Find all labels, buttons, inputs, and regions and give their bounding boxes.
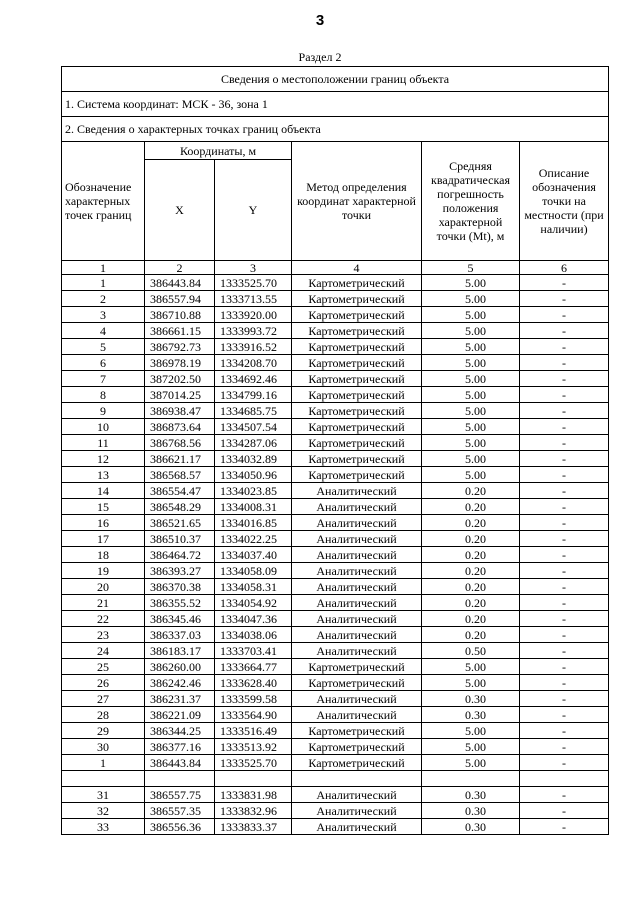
coord-y-cell: 1334037.40 (215, 547, 292, 563)
description-cell: - (520, 579, 609, 595)
coord-x-cell: 386557.75 (145, 787, 215, 803)
description-cell: - (520, 547, 609, 563)
coord-x-cell: 386377.16 (145, 739, 215, 755)
coord-x-cell: 387202.50 (145, 371, 215, 387)
point-number-cell: 1 (62, 755, 145, 771)
point-number-cell: 18 (62, 547, 145, 563)
description-cell: - (520, 467, 609, 483)
description-cell: - (520, 291, 609, 307)
method-cell: Картометрический (292, 739, 422, 755)
method-cell: Аналитический (292, 547, 422, 563)
table-row (62, 291, 609, 307)
method-cell: Картометрический (292, 675, 422, 691)
coord-y-cell: 1333831.98 (215, 787, 292, 803)
coord-x-cell: 386464.72 (145, 547, 215, 563)
table-row (62, 627, 609, 643)
method-cell: Картометрический (292, 307, 422, 323)
coord-x-cell: 386345.46 (145, 611, 215, 627)
mean-error-cell: 5.00 (422, 403, 520, 419)
description-cell: - (520, 451, 609, 467)
point-number-cell: 22 (62, 611, 145, 627)
description-cell: - (520, 323, 609, 339)
header-description: Описание обозначения точки на местности (при наличии) (520, 142, 609, 261)
mean-error-cell: 0.20 (422, 563, 520, 579)
method-cell: Аналитический (292, 563, 422, 579)
method-cell: Картометрический (292, 339, 422, 355)
point-number-cell: 9 (62, 403, 145, 419)
table-row (62, 771, 609, 787)
description-cell: - (520, 483, 609, 499)
description-cell: - (520, 611, 609, 627)
point-number-cell: 20 (62, 579, 145, 595)
description-cell: - (520, 707, 609, 723)
table-row (62, 819, 609, 835)
column-numbers-row (62, 261, 609, 275)
coord-y-cell: 1334050.96 (215, 467, 292, 483)
mean-error-cell: 0.30 (422, 707, 520, 723)
method-cell: Аналитический (292, 499, 422, 515)
coord-y-cell: 1334058.31 (215, 579, 292, 595)
table-row (62, 355, 609, 371)
coord-y-cell: 1333833.37 (215, 819, 292, 835)
method-cell: Аналитический (292, 531, 422, 547)
table-row (62, 595, 609, 611)
coord-system-row: 1. Система координат: МСК - 36, зона 1 (62, 92, 609, 117)
mean-error-cell: 5.00 (422, 307, 520, 323)
method-cell: Аналитический (292, 483, 422, 499)
coord-x-cell: 386568.57 (145, 467, 215, 483)
table-row (62, 307, 609, 323)
coord-x-cell: 386978.19 (145, 355, 215, 371)
method-cell: Картометрический (292, 323, 422, 339)
point-number-cell: 10 (62, 419, 145, 435)
method-cell: Аналитический (292, 611, 422, 627)
point-number-cell: 11 (62, 435, 145, 451)
coord-y-cell: 1334287.06 (215, 435, 292, 451)
coord-y-cell: 1334692.46 (215, 371, 292, 387)
coord-y-cell: 1333525.70 (215, 275, 292, 291)
description-cell: - (520, 275, 609, 291)
mean-error-cell: 0.20 (422, 595, 520, 611)
mean-error-cell: 5.00 (422, 435, 520, 451)
point-number-cell: 29 (62, 723, 145, 739)
description-cell: - (520, 435, 609, 451)
point-rows (62, 275, 609, 835)
coord-x-cell: 386344.25 (145, 723, 215, 739)
table-row (62, 707, 609, 723)
description-cell: - (520, 307, 609, 323)
method-cell: Картометрический (292, 467, 422, 483)
mean-error-cell (422, 771, 520, 787)
description-cell: - (520, 739, 609, 755)
coord-x-cell: 386355.52 (145, 595, 215, 611)
point-number-cell: 32 (62, 803, 145, 819)
coord-y-cell: 1334038.06 (215, 627, 292, 643)
point-number-cell: 27 (62, 691, 145, 707)
mean-error-cell: 0.20 (422, 611, 520, 627)
coord-x-cell: 386337.03 (145, 627, 215, 643)
section-label: Раздел 2 (298, 50, 342, 64)
mean-error-cell: 0.30 (422, 691, 520, 707)
coord-y-cell (215, 771, 292, 787)
method-cell: Картометрический (292, 419, 422, 435)
description-cell: - (520, 691, 609, 707)
coord-x-cell: 386556.36 (145, 819, 215, 835)
mean-error-cell: 5.00 (422, 723, 520, 739)
description-cell: - (520, 723, 609, 739)
description-cell: - (520, 403, 609, 419)
table-row (62, 547, 609, 563)
description-cell: - (520, 371, 609, 387)
point-number-cell: 28 (62, 707, 145, 723)
mean-error-cell: 5.00 (422, 739, 520, 755)
point-number-cell: 31 (62, 787, 145, 803)
column-number: 6 (520, 261, 609, 275)
point-number-cell: 19 (62, 563, 145, 579)
mean-error-cell: 0.30 (422, 803, 520, 819)
description-cell: - (520, 355, 609, 371)
point-number-cell: 1 (62, 275, 145, 291)
coord-x-cell (145, 771, 215, 787)
table-row (62, 339, 609, 355)
method-cell: Аналитический (292, 819, 422, 835)
coord-y-cell: 1333513.92 (215, 739, 292, 755)
point-number-cell: 21 (62, 595, 145, 611)
coord-y-cell: 1334016.85 (215, 515, 292, 531)
description-cell: - (520, 531, 609, 547)
header-designation: Обозначение характерных точек границ (62, 142, 145, 261)
mean-error-cell: 0.50 (422, 643, 520, 659)
mean-error-cell: 0.20 (422, 499, 520, 515)
method-cell: Картометрический (292, 403, 422, 419)
table-row (62, 579, 609, 595)
mean-error-cell: 5.00 (422, 339, 520, 355)
table-row (62, 275, 609, 291)
description-cell: - (520, 515, 609, 531)
coord-y-cell: 1334208.70 (215, 355, 292, 371)
mean-error-cell: 5.00 (422, 323, 520, 339)
table-title: Сведения о местоположении границ объекта (62, 67, 609, 92)
description-cell (520, 771, 609, 787)
column-number: 3 (215, 261, 292, 275)
method-cell: Аналитический (292, 515, 422, 531)
coord-y-cell: 1333599.58 (215, 691, 292, 707)
coord-x-cell: 386183.17 (145, 643, 215, 659)
coord-y-cell: 1333516.49 (215, 723, 292, 739)
method-cell (292, 771, 422, 787)
point-number-cell: 24 (62, 643, 145, 659)
coord-x-cell: 386557.35 (145, 803, 215, 819)
table-row (62, 675, 609, 691)
table-row (62, 803, 609, 819)
mean-error-cell: 5.00 (422, 291, 520, 307)
coord-x-cell: 386370.38 (145, 579, 215, 595)
coord-x-cell: 386768.56 (145, 435, 215, 451)
coord-x-cell: 387014.25 (145, 387, 215, 403)
method-cell: Картометрический (292, 755, 422, 771)
coord-y-cell: 1333993.72 (215, 323, 292, 339)
method-cell: Картометрический (292, 435, 422, 451)
table-row (62, 467, 609, 483)
table-row (62, 483, 609, 499)
point-number-cell: 13 (62, 467, 145, 483)
table-row (62, 323, 609, 339)
method-cell: Картометрический (292, 371, 422, 387)
coord-y-cell: 1334023.85 (215, 483, 292, 499)
coord-x-cell: 386231.37 (145, 691, 215, 707)
point-number-cell: 15 (62, 499, 145, 515)
table-row (62, 435, 609, 451)
point-number-cell: 30 (62, 739, 145, 755)
table-row (62, 611, 609, 627)
coord-x-cell: 386221.09 (145, 707, 215, 723)
mean-error-cell: 0.30 (422, 819, 520, 835)
description-cell: - (520, 755, 609, 771)
coord-x-cell: 386510.37 (145, 531, 215, 547)
table-row (62, 515, 609, 531)
coord-y-cell: 1334507.54 (215, 419, 292, 435)
coord-x-cell: 386792.73 (145, 339, 215, 355)
coord-y-cell: 1333713.55 (215, 291, 292, 307)
coord-y-cell: 1334047.36 (215, 611, 292, 627)
method-cell: Картометрический (292, 355, 422, 371)
mean-error-cell: 5.00 (422, 275, 520, 291)
point-number-cell: 12 (62, 451, 145, 467)
method-cell: Картометрический (292, 291, 422, 307)
column-number: 1 (62, 261, 145, 275)
coord-x-cell: 386621.17 (145, 451, 215, 467)
column-number: 2 (145, 261, 215, 275)
method-cell: Аналитический (292, 787, 422, 803)
mean-error-cell: 0.30 (422, 787, 520, 803)
table-row (62, 451, 609, 467)
method-cell: Картометрический (292, 275, 422, 291)
mean-error-cell: 0.20 (422, 547, 520, 563)
table-row (62, 723, 609, 739)
description-cell: - (520, 499, 609, 515)
table-row (62, 371, 609, 387)
mean-error-cell: 5.00 (422, 419, 520, 435)
point-number-cell: 3 (62, 307, 145, 323)
page-number: 3 (315, 12, 325, 29)
description-cell: - (520, 627, 609, 643)
mean-error-cell: 5.00 (422, 451, 520, 467)
mean-error-cell: 5.00 (422, 467, 520, 483)
coord-y-cell: 1333664.77 (215, 659, 292, 675)
point-number-cell: 7 (62, 371, 145, 387)
point-number-cell: 23 (62, 627, 145, 643)
header-method: Метод определения координат характерной точки (292, 142, 422, 261)
column-number: 4 (292, 261, 422, 275)
mean-error-cell: 0.20 (422, 531, 520, 547)
table-row (62, 387, 609, 403)
mean-error-cell: 5.00 (422, 659, 520, 675)
coord-y-cell: 1334032.89 (215, 451, 292, 467)
mean-error-cell: 5.00 (422, 371, 520, 387)
coord-y-cell: 1334022.25 (215, 531, 292, 547)
coord-x-cell: 386521.65 (145, 515, 215, 531)
point-number-cell: 8 (62, 387, 145, 403)
mean-error-cell: 5.00 (422, 355, 520, 371)
coord-x-cell: 386443.84 (145, 275, 215, 291)
method-cell: Аналитический (292, 643, 422, 659)
coord-y-cell: 1333564.90 (215, 707, 292, 723)
column-number: 5 (422, 261, 520, 275)
description-cell: - (520, 595, 609, 611)
coord-x-cell: 386548.29 (145, 499, 215, 515)
coord-x-cell: 386242.46 (145, 675, 215, 691)
point-number-cell: 16 (62, 515, 145, 531)
method-cell: Картометрический (292, 723, 422, 739)
coord-x-cell: 386938.47 (145, 403, 215, 419)
coord-y-cell: 1334058.09 (215, 563, 292, 579)
mean-error-cell: 5.00 (422, 387, 520, 403)
method-cell: Аналитический (292, 691, 422, 707)
coord-x-cell: 386873.64 (145, 419, 215, 435)
table-row (62, 563, 609, 579)
method-cell: Аналитический (292, 707, 422, 723)
description-cell: - (520, 643, 609, 659)
table-row (62, 499, 609, 515)
point-number-cell: 17 (62, 531, 145, 547)
point-number-cell: 26 (62, 675, 145, 691)
table-row (62, 691, 609, 707)
coord-x-cell: 386443.84 (145, 755, 215, 771)
coord-x-cell: 386661.15 (145, 323, 215, 339)
description-cell: - (520, 803, 609, 819)
method-cell: Аналитический (292, 579, 422, 595)
coord-y-cell: 1333916.52 (215, 339, 292, 355)
coord-y-cell: 1333703.41 (215, 643, 292, 659)
description-cell: - (520, 819, 609, 835)
coord-y-cell: 1334054.92 (215, 595, 292, 611)
mean-error-cell: 0.20 (422, 483, 520, 499)
description-cell: - (520, 563, 609, 579)
point-number-cell (62, 771, 145, 787)
coord-y-cell: 1333832.96 (215, 803, 292, 819)
method-cell: Картометрический (292, 451, 422, 467)
method-cell: Аналитический (292, 803, 422, 819)
point-number-cell: 14 (62, 483, 145, 499)
table-row (62, 755, 609, 771)
coord-y-cell: 1334685.75 (215, 403, 292, 419)
table-row (62, 659, 609, 675)
mean-error-cell: 5.00 (422, 755, 520, 771)
table-row (62, 739, 609, 755)
coord-y-cell: 1333920.00 (215, 307, 292, 323)
description-cell: - (520, 675, 609, 691)
table-row (62, 787, 609, 803)
coord-x-cell: 386554.47 (145, 483, 215, 499)
mean-error-cell: 0.20 (422, 627, 520, 643)
coord-x-cell: 386260.00 (145, 659, 215, 675)
coord-x-cell: 386710.88 (145, 307, 215, 323)
description-cell: - (520, 419, 609, 435)
method-cell: Картометрический (292, 659, 422, 675)
coord-y-cell: 1334008.31 (215, 499, 292, 515)
description-cell: - (520, 787, 609, 803)
description-cell: - (520, 387, 609, 403)
coord-y-cell: 1333525.70 (215, 755, 292, 771)
table-row (62, 531, 609, 547)
boundary-points-table (61, 66, 609, 835)
point-number-cell: 33 (62, 819, 145, 835)
method-cell: Картометрический (292, 387, 422, 403)
mean-error-cell: 0.20 (422, 515, 520, 531)
coord-y-cell: 1333628.40 (215, 675, 292, 691)
mean-error-cell: 0.20 (422, 579, 520, 595)
header-error: Средняя квадратическая погрешность положения характерной точки (Mt), м (422, 142, 520, 261)
point-number-cell: 4 (62, 323, 145, 339)
description-cell: - (520, 659, 609, 675)
point-number-cell: 2 (62, 291, 145, 307)
table-row (62, 403, 609, 419)
description-cell: - (520, 339, 609, 355)
point-number-cell: 25 (62, 659, 145, 675)
coord-x-cell: 386393.27 (145, 563, 215, 579)
header-x: X (145, 160, 215, 261)
method-cell: Аналитический (292, 627, 422, 643)
coord-y-cell: 1334799.16 (215, 387, 292, 403)
header-coords: Координаты, м (145, 142, 292, 160)
points-heading-row: 2. Сведения о характерных точках границ объекта (62, 117, 609, 142)
point-number-cell: 6 (62, 355, 145, 371)
method-cell: Аналитический (292, 595, 422, 611)
table-row (62, 419, 609, 435)
table-row (62, 643, 609, 659)
mean-error-cell: 5.00 (422, 675, 520, 691)
point-number-cell: 5 (62, 339, 145, 355)
header-y: Y (215, 160, 292, 261)
coord-x-cell: 386557.94 (145, 291, 215, 307)
